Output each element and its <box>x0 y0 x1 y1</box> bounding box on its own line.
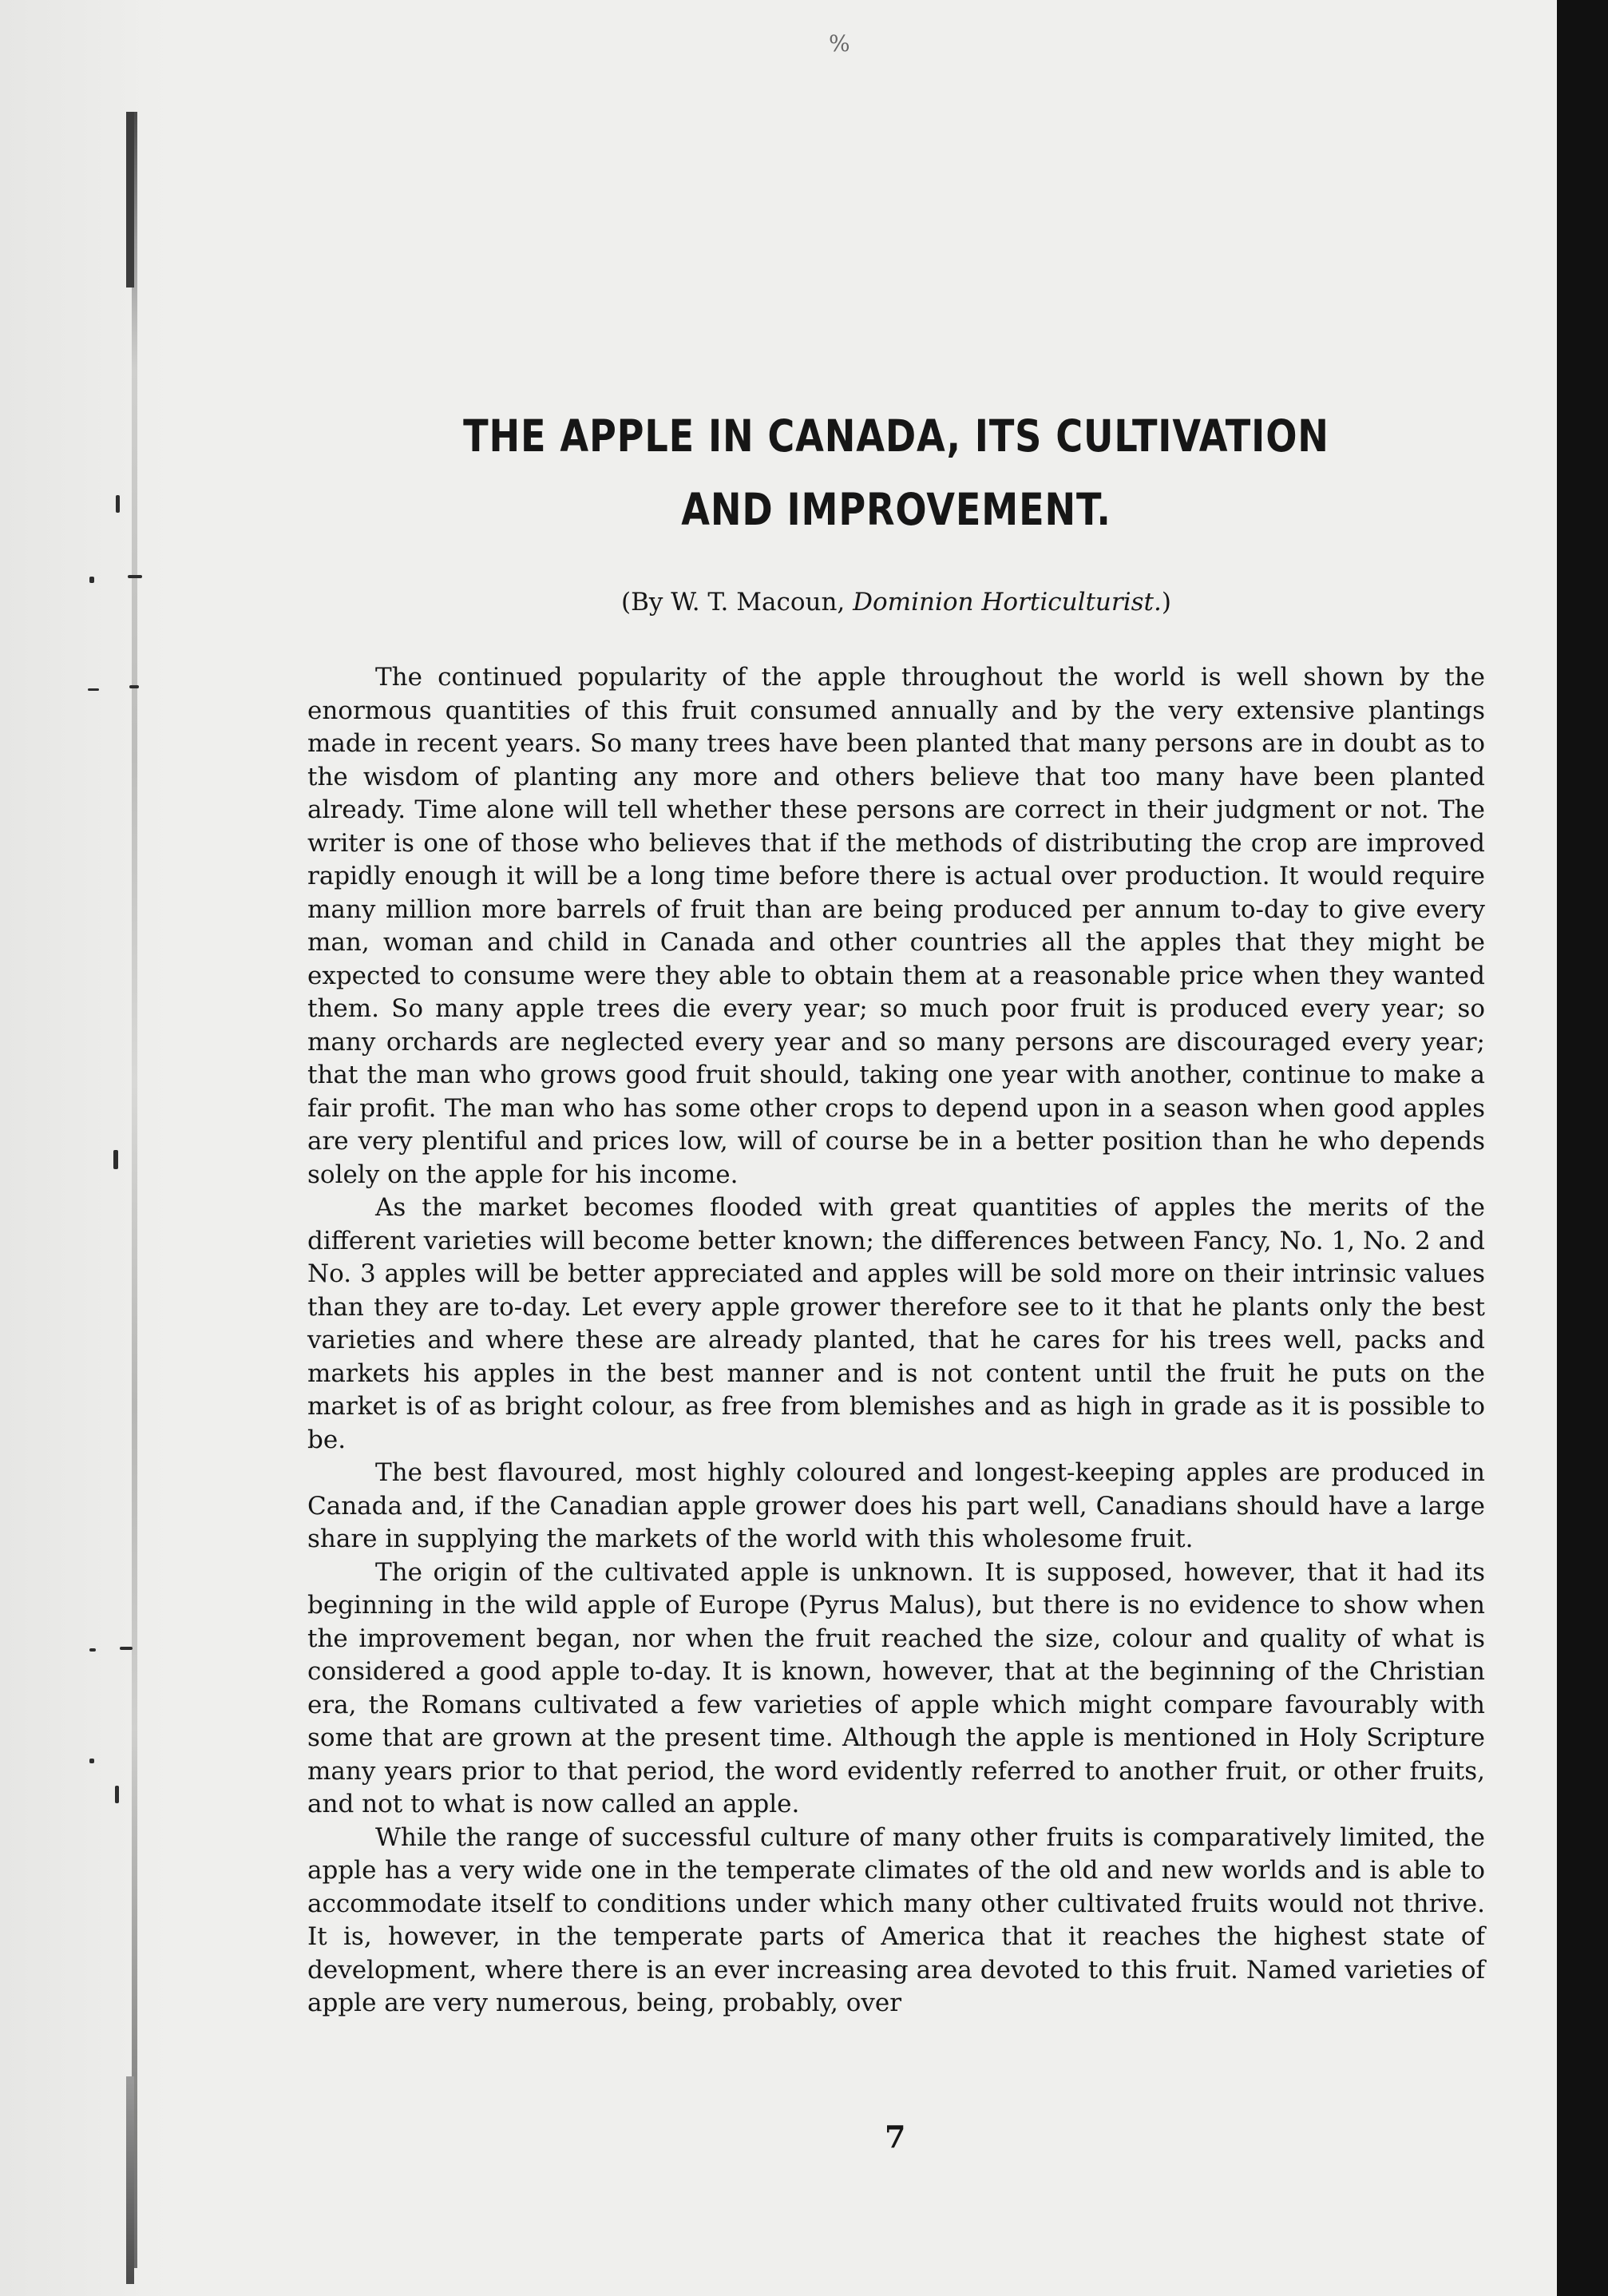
margin-mark <box>120 1647 133 1650</box>
byline-close: ) <box>1161 588 1171 617</box>
paragraph-5: While the range of successful culture of many other fruits is comparatively limited, the apple has a very wide one in the temperate climates of the old and new worlds and is able to accommodate itself to conditions under which many other cultivated fruits would not thrive. It is, however, in the temperate parts of America that it reaches the highest state of development, where there is an ever increasing area devoted to this fruit. Named varieties of apple are very numerous, being, probably, over <box>307 1822 1485 2017</box>
gutter-shadow <box>132 112 137 2268</box>
margin-mark <box>89 577 94 583</box>
margin-mark <box>128 575 142 578</box>
margin-mark <box>116 495 120 513</box>
margin-mark <box>88 688 99 691</box>
paragraph-1: The continued popularity of the apple throughout the world is well shown by the enormous quantities of this fruit consumed annually and by the very extensive plantings made in recent years. So many trees have been planted that many persons are in doubt as to the wisdom of planting any more and others believe that too many have been planted already. Time alone will tell whether these persons are correct in their judgment or not. The writer is one of those who believes that if the methods of distributing the crop are improved rapidly enough it will be a long time before there is actual over production. It would require many million more barrels of fruit than are being produced per annum to-day to give every man, woman and child in Canada and other countries all the apples that they might be expected to consume were they able to obtain them at a reasonable price when they wanted them. So many apple trees die every year; so much poor fruit is produced every year; so many orchards are neglected every year and so many persons are discouraged every year; that the man who grows good fruit should, taking one year with another, continue to make a fair profit. The man who has some other crops to depend upon in a season when good apples are very plentiful and prices low, will of course be in a better position than he who depends solely on the apple for his income. <box>307 663 1485 1189</box>
article-body <box>307 661 1485 2020</box>
binding-margin <box>0 0 168 2296</box>
top-mark: % <box>829 30 850 57</box>
gutter-shadow-top <box>126 112 134 287</box>
gutter-shadow-bottom <box>126 2076 134 2284</box>
byline-role: Dominion Horticulturist. <box>853 588 1162 617</box>
page-number: 7 <box>885 2119 906 2155</box>
paragraph-2: As the market becomes flooded with great quantities of apples the merits of the different varieties will become better known; the differences between Fancy, No. 1, No. 2 and No. 3 apples will be better appreciated and apples will be sold more on their intrinsic values than they are to-day. Let every apple grower therefore see to it that he plants only the best varieties and where these are already planted, that he cares for his trees well, packs and markets his apples in the best manner and is not content until the fruit he puts on the market is of as bright colour, as free from blemishes and as high in grade as it is possible to be. <box>307 1193 1485 1454</box>
margin-mark <box>89 1759 94 1763</box>
article <box>307 399 1485 2020</box>
margin-mark <box>129 685 139 688</box>
paragraph-3: The best flavoured, most highly coloured and longest-keeping apples are produced in Canada and, if the Canadian apple grower does his part well, Canadians should have a large share in supplying the markets of the world with this wholesome fruit. <box>307 1458 1485 1553</box>
byline <box>307 588 1485 617</box>
margin-mark <box>89 1648 96 1652</box>
title-line-1: THE APPLE IN CANADA, ITS CULTIVATION <box>463 410 1329 462</box>
byline-author: (By W. T. Macoun, <box>621 588 854 617</box>
article-title <box>402 399 1391 546</box>
title-line-2: AND IMPROVEMENT. <box>681 484 1111 535</box>
margin-mark <box>113 1150 118 1169</box>
paragraph-4: The origin of the cultivated apple is unknown. It is supposed, however, that it had its beginning in the wild apple of Europe (Pyrus Malus), but there is no evidence to show when the improvement began, nor when the fruit reached the size, colour and quality of what is considered a good apple to-day. It is known, however, that at the beginning of the Christian era, the Romans cultivated a few varieties of apple which might compare favourably with some that are grown at the present time. Although the apple is mentioned in Holy Scripture many years prior to that period, the word evidently referred to another fruit, or other fruits, and not to what is now called an apple. <box>307 1557 1485 1818</box>
margin-mark <box>115 1786 119 1803</box>
